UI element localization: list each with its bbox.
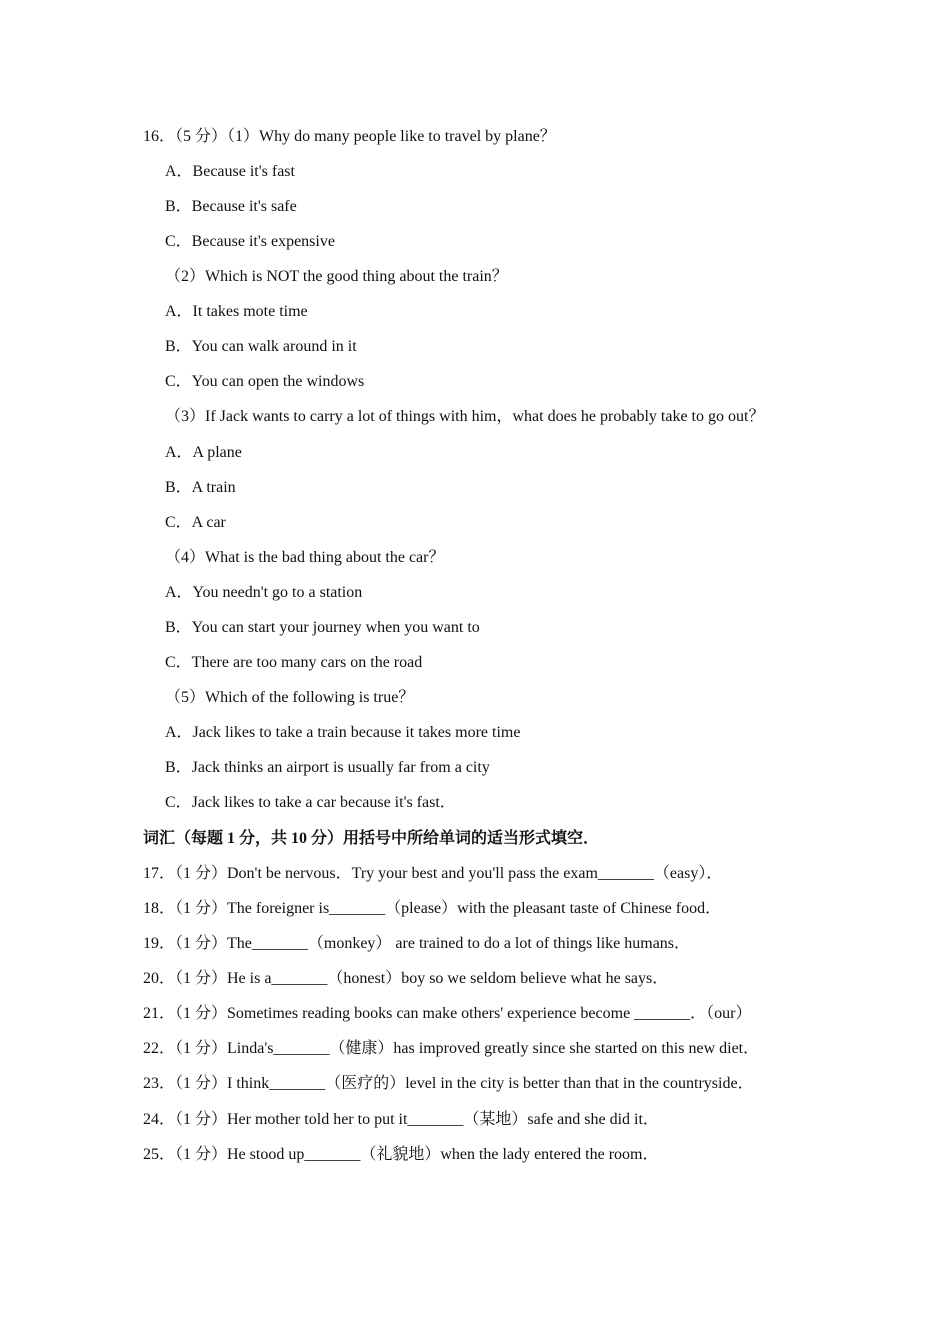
question-19: 19．（1 分）The_______（monkey） are trained to do a lot of things like humans． [143, 935, 691, 952]
q16-3-option-b: B．A train [165, 479, 236, 496]
q16-4-option-c: C．There are too many cars on the road [165, 654, 423, 671]
question-16-stem: 16．（5 分）（1）Why do many people like to travel by plane？ [143, 128, 556, 145]
q16-3-option-a: A．A plane [165, 444, 242, 461]
q16-2-stem: （2）Which is NOT the good thing about the train？ [165, 268, 508, 285]
q16-5-stem: （5）Which of the following is true？ [165, 689, 415, 706]
q16-2-option-b: B．You can walk around in it [165, 338, 357, 355]
question-20: 20．（1 分）He is a_______（honest）boy so we seldom believe what he says． [143, 970, 669, 987]
vocab-section-heading: 词汇（每题 1 分，共 10 分）用括号中所给单词的适当形式填空． [143, 830, 600, 847]
q16-5-option-a: A．Jack likes to take a train because it takes more time [165, 724, 521, 741]
question-23: 23．（1 分）I think_______（医疗的）level in the city is better than that in the countryside． [143, 1075, 754, 1092]
q16-1-option-b: B．Because it's safe [165, 198, 297, 215]
q16-1-option-c: C．Because it's expensive [165, 233, 335, 250]
question-24: 24．（1 分）Her mother told her to put it_______（某地）safe and she did it． [143, 1111, 659, 1128]
q16-1-option-a: A．Because it's fast [165, 163, 295, 180]
question-18: 18．（1 分）The foreigner is_______（please）with the pleasant taste of Chinese food． [143, 900, 722, 917]
q16-4-option-b: B．You can start your journey when you want to [165, 619, 480, 636]
question-25: 25．（1 分）He stood up_______（礼貌地）when the lady entered the room． [143, 1146, 659, 1163]
q16-2-option-a: A．It takes mote time [165, 303, 308, 320]
q16-3-option-c: C．A car [165, 514, 226, 531]
q16-4-stem: （4）What is the bad thing about the car？ [165, 549, 445, 566]
question-17: 17．（1 分）Don't be nervous．Try your best and you'll pass the exam_______（easy）． [143, 865, 723, 882]
q16-2-option-c: C．You can open the windows [165, 373, 365, 390]
q16-3-stem: （3）If Jack wants to carry a lot of things with him，what does he probably take to go out？ [165, 408, 765, 425]
q16-4-option-a: A．You needn't go to a station [165, 584, 363, 601]
question-22: 22．（1 分）Linda's_______（健康）has improved greatly since she started on this new diet． [143, 1040, 760, 1057]
q16-5-option-c: C．Jack likes to take a car because it's fast． [165, 794, 456, 811]
question-21: 21．（1 分）Sometimes reading books can make others' experience become _______．（our） [143, 1005, 752, 1022]
q16-5-option-b: B．Jack thinks an airport is usually far from a city [165, 759, 490, 776]
